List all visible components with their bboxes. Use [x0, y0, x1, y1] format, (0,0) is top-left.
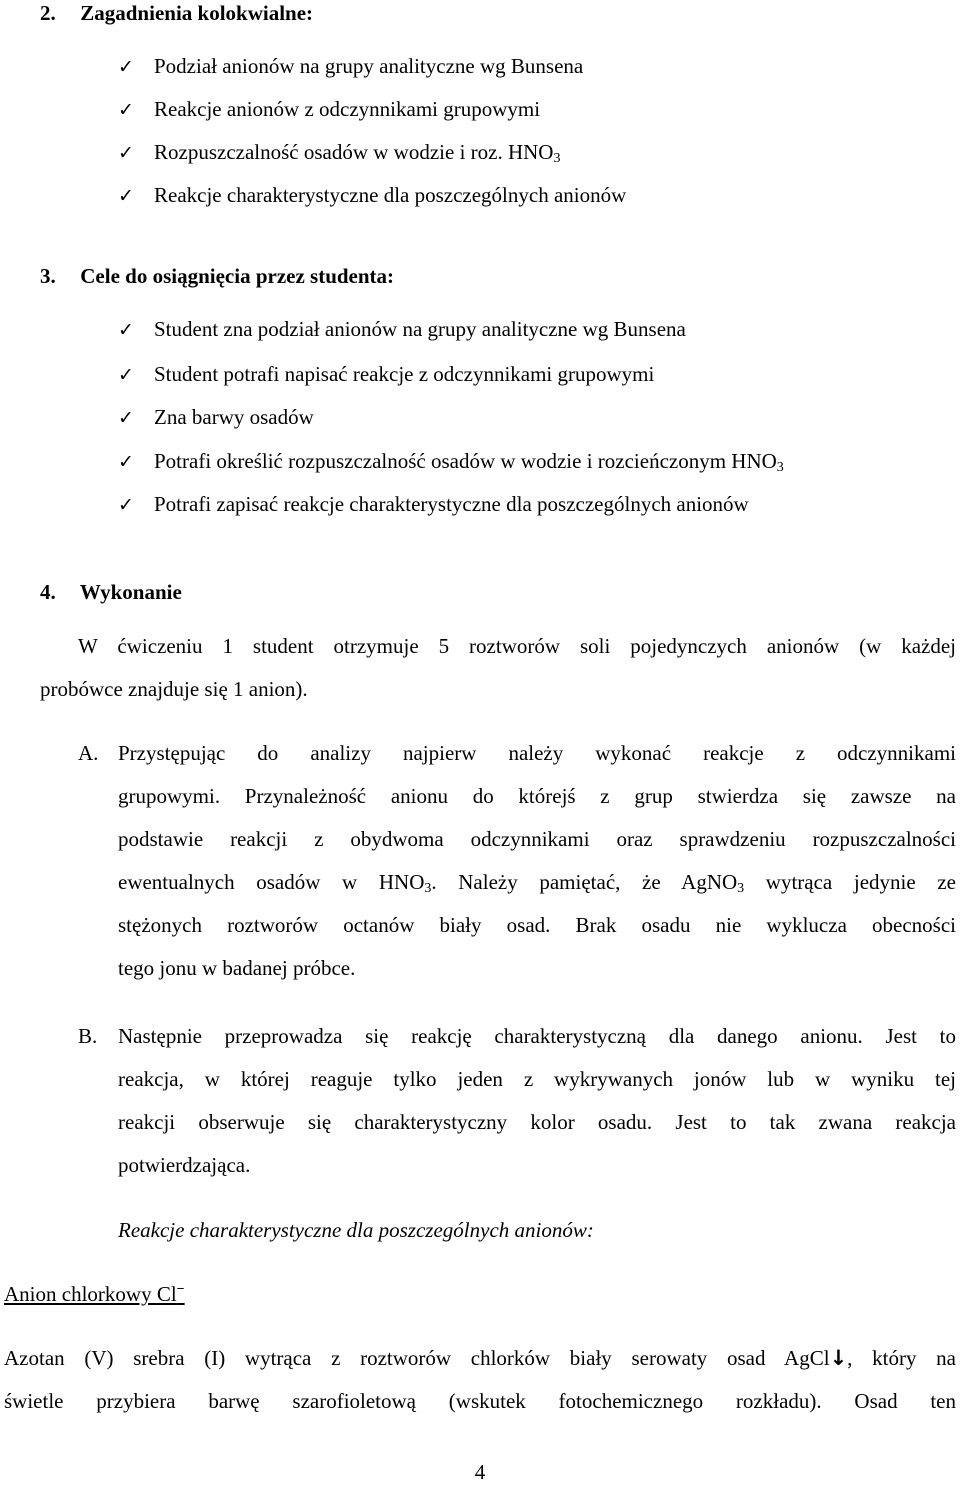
point-a-line-2: grupowymi. Przynależność anionu do którejś z grup stwierdza się zawsze na [118, 784, 956, 808]
section-3-item-1 [118, 317, 686, 342]
section-2-item-3 [118, 140, 560, 167]
anion-line-1 [4, 1337, 956, 1380]
subscript: 3 [737, 881, 745, 896]
point-a-line-1: Przystępując do analizy najpierw należy wykonać reakcje z odczynnikami [118, 741, 956, 765]
section-4-number: 4. [40, 580, 56, 604]
point-b-label: B. [78, 1024, 98, 1048]
item-text: Podział anionów na grupy analityczne wg Bunsena [154, 54, 584, 78]
checkmark-icon: ✓ [118, 494, 134, 516]
point-a-line-5: stężonych roztworów octanów biały osad. Brak osadu nie wyklucza obecności [118, 913, 956, 937]
point-a-line-4-part-b: . Należy pamiętać, że AgNO [431, 870, 738, 894]
item-text: Rozpuszczalność osadów w wodzie i roz. HNO [154, 140, 554, 164]
intro-line-2: probówce znajduje się 1 anion). [40, 677, 308, 701]
intro-line-1: W ćwiczeniu 1 student otrzymuje 5 roztworów soli pojedynczych anionów (w każdej [78, 634, 956, 658]
section-4-heading [40, 580, 182, 605]
section-3-heading [40, 264, 394, 289]
item-text: Zna barwy osadów [154, 405, 314, 429]
checkmark-icon: ✓ [118, 99, 134, 121]
point-a-line-4-part-c: wytrąca jedynie ze [744, 870, 956, 894]
checkmark-icon: ✓ [118, 407, 134, 429]
section-3-item-2 [118, 362, 654, 387]
point-b-paragraph [118, 1015, 956, 1187]
point-a-line-6: tego jonu w badanej próbce. [118, 956, 356, 980]
checkmark-icon: ✓ [118, 185, 134, 207]
anion-line-1-part-a: Azotan (V) srebra (I) wytrąca z roztworów chlorków biały serowaty osad AgCl [4, 1346, 830, 1370]
point-b-line-3: reakcji obserwuje się charakterystyczny kolor osadu. Jest to tak zwana reakcja [118, 1110, 956, 1134]
point-b-line-1: Następnie przeprowadza się reakcję charakterystyczną dla danego anionu. Jest to [118, 1024, 956, 1048]
point-a-paragraph [118, 732, 956, 990]
point-a-line-4-part-a: ewentualnych osadów w HNO [118, 870, 425, 894]
item-text: Student zna podział anionów na grupy analityczne wg Bunsena [154, 317, 686, 341]
checkmark-icon: ✓ [118, 56, 134, 78]
item-text: Potrafi określić rozpuszczalność osadów w wodzie i rozcieńczonym HNO [154, 449, 777, 473]
checkmark-icon: ✓ [118, 451, 134, 473]
down-arrow-icon: ↓ [829, 1346, 848, 1370]
section-3-item-4 [118, 449, 784, 476]
point-a-line-3: podstawie reakcji z obydwoma odczynnikami oraz sprawdzeniu rozpuszczalności [118, 827, 956, 851]
point-b-line-2: reakcja, w której reaguje tylko jeden z wykrywanych jonów lub w wyniku tej [118, 1067, 956, 1091]
section-4-title: Wykonanie [79, 580, 182, 604]
subscript: 3 [553, 151, 561, 166]
charge-superscript: − [176, 1282, 185, 1297]
point-a-line-4 [118, 861, 956, 904]
section-2-number: 2. [40, 1, 56, 25]
section-3-item-3 [118, 405, 314, 430]
item-text: Reakcje charakterystyczne dla poszczególnych anionów [154, 183, 627, 207]
subscript: 3 [776, 460, 784, 475]
checkmark-icon: ✓ [118, 319, 134, 341]
section-2-item-4 [118, 183, 626, 208]
checkmark-icon: ✓ [118, 142, 134, 164]
section-2-title: Zagadnienia kolokwialne: [80, 1, 314, 25]
reactions-subheading: Reakcje charakterystyczne dla poszczególnych anionów: [118, 1218, 594, 1242]
item-text: Student potrafi napisać reakcje z odczynnikami grupowymi [154, 362, 655, 386]
subscript: 3 [424, 881, 432, 896]
section-3-title: Cele do osiągnięcia przez studenta: [80, 264, 395, 288]
section-2-item-2 [118, 97, 540, 122]
checkmark-icon: ✓ [118, 364, 134, 386]
page-number: 4 [474, 1460, 486, 1484]
item-text: Reakcje anionów z odczynnikami grupowymi [154, 97, 541, 121]
section-4-intro [40, 625, 956, 711]
anion-paragraph [4, 1337, 956, 1423]
point-a-label: A. [78, 741, 99, 765]
anion-heading [4, 1282, 185, 1307]
anion-line-2: świetle przybiera barwę szarofioletową (wskutek fotochemicznego rozkładu). Osad ten [4, 1389, 956, 1413]
item-text: Potrafi zapisać reakcje charakterystyczne dla poszczególnych anionów [154, 492, 749, 516]
anion-title: Anion chlorkowy Cl [4, 1282, 177, 1306]
section-3-item-5 [118, 492, 749, 517]
point-b-line-4: potwierdzająca. [118, 1153, 251, 1177]
section-3-number: 3. [40, 264, 56, 288]
section-2-heading [40, 1, 313, 26]
anion-line-1-part-b: , który na [847, 1346, 956, 1370]
section-2-item-1 [118, 54, 583, 79]
